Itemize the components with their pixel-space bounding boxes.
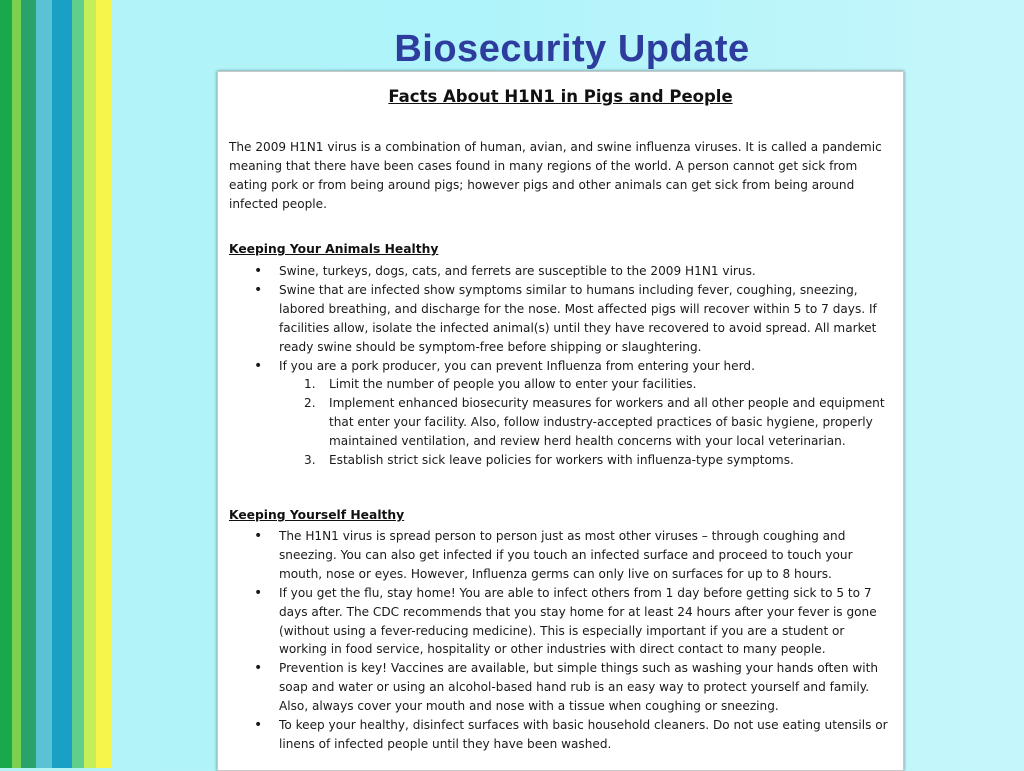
stripe	[36, 0, 52, 768]
list-item: • The H1N1 virus is spread person to person just as most other viruses – through coughing and sneezing. You can also get infected if you touch an infected surface and proceed to touch your mouth, nose or eyes. However, Influenza germs can only live on surfaces for up to 8 hours.	[229, 527, 889, 584]
herd-steps-list	[229, 375, 889, 470]
stripe	[96, 0, 112, 768]
yourself-section-body	[229, 527, 889, 754]
step-number: 3.	[304, 453, 316, 468]
section-heading-yourself: Keeping Yourself Healthy	[229, 508, 405, 522]
slide-title: Biosecurity Update	[394, 28, 750, 70]
decorative-stripes	[0, 0, 112, 768]
stripe	[21, 0, 36, 768]
animals-bullet-list	[229, 262, 889, 375]
list-item: • To keep your healthy, disinfect surfaces with basic household cleaners. Do not use eating utensils or linens of infected people until they have been washed.	[229, 716, 889, 754]
step-text: Establish strict sick leave policies for workers with influenza-type symptoms.	[329, 453, 794, 468]
list-item	[279, 375, 889, 394]
stripe	[12, 0, 21, 768]
step-text: Limit the number of people you allow to enter your facilities.	[329, 377, 697, 392]
list-item: • If you get the flu, stay home! You are able to infect others from 1 day before getting sick to 5 to 7 days after. The CDC recommends that you stay home for at least 24 hours after your fever is gone (without using a fever-reducing medicine). This is especially important if you are a student or working in food service, hospitality or other industries with direct contact to many people.	[229, 584, 889, 660]
step-number: 1.	[304, 377, 316, 392]
list-item: • Swine, turkeys, dogs, cats, and ferrets are susceptible to the 2009 H1N1 virus.	[229, 262, 889, 281]
list-item: • If you are a pork producer, you can prevent Influenza from entering your herd.	[229, 357, 889, 376]
stripe	[52, 0, 72, 768]
list-item: • Prevention is key! Vaccines are available, but simple things such as washing your hands often with soap and water or using an alcohol-based hand rub is an easy way to protect yourself and family. Also, always cover your mouth and nose with a tissue when coughing or sneezing.	[229, 659, 889, 716]
list-item: • Swine that are infected show symptoms similar to humans including fever, coughing, sneezing, labored breathing, and discharge for the nose. Most affected pigs will recover within 5 to 7 days. If facilities allow, isolate the infected animal(s) until they have recovered to avoid spread. All market ready swine should be symptom-free before shipping or slaughtering.	[229, 281, 889, 357]
section-heading-animals: Keeping Your Animals Healthy	[229, 242, 439, 256]
stripe	[84, 0, 96, 768]
animals-section-body	[229, 262, 889, 470]
step-number: 2.	[304, 396, 316, 411]
stripe	[72, 0, 84, 768]
intro-paragraph: The 2009 H1N1 virus is a combination of human, avian, and swine influenza viruses. It is called a pandemic meaning that there have been cases found in many regions of the world. A person cannot get sick from eating pork or from being around pigs; however pigs and other animals can get sick from being around infected people.	[229, 140, 882, 211]
stripe	[0, 0, 12, 768]
yourself-bullet-list	[229, 527, 889, 754]
step-text: Implement enhanced biosecurity measures for workers and all other people and equipment that enter your facility. Also, follow industry-accepted practices of basic hygiene, properly maintained ventilation, and review herd health concerns with your local veterinarian.	[329, 396, 885, 449]
document-page	[217, 71, 904, 771]
list-item	[279, 394, 889, 451]
list-item	[279, 451, 889, 470]
document-heading: Facts About H1N1 in Pigs and People	[388, 87, 733, 106]
